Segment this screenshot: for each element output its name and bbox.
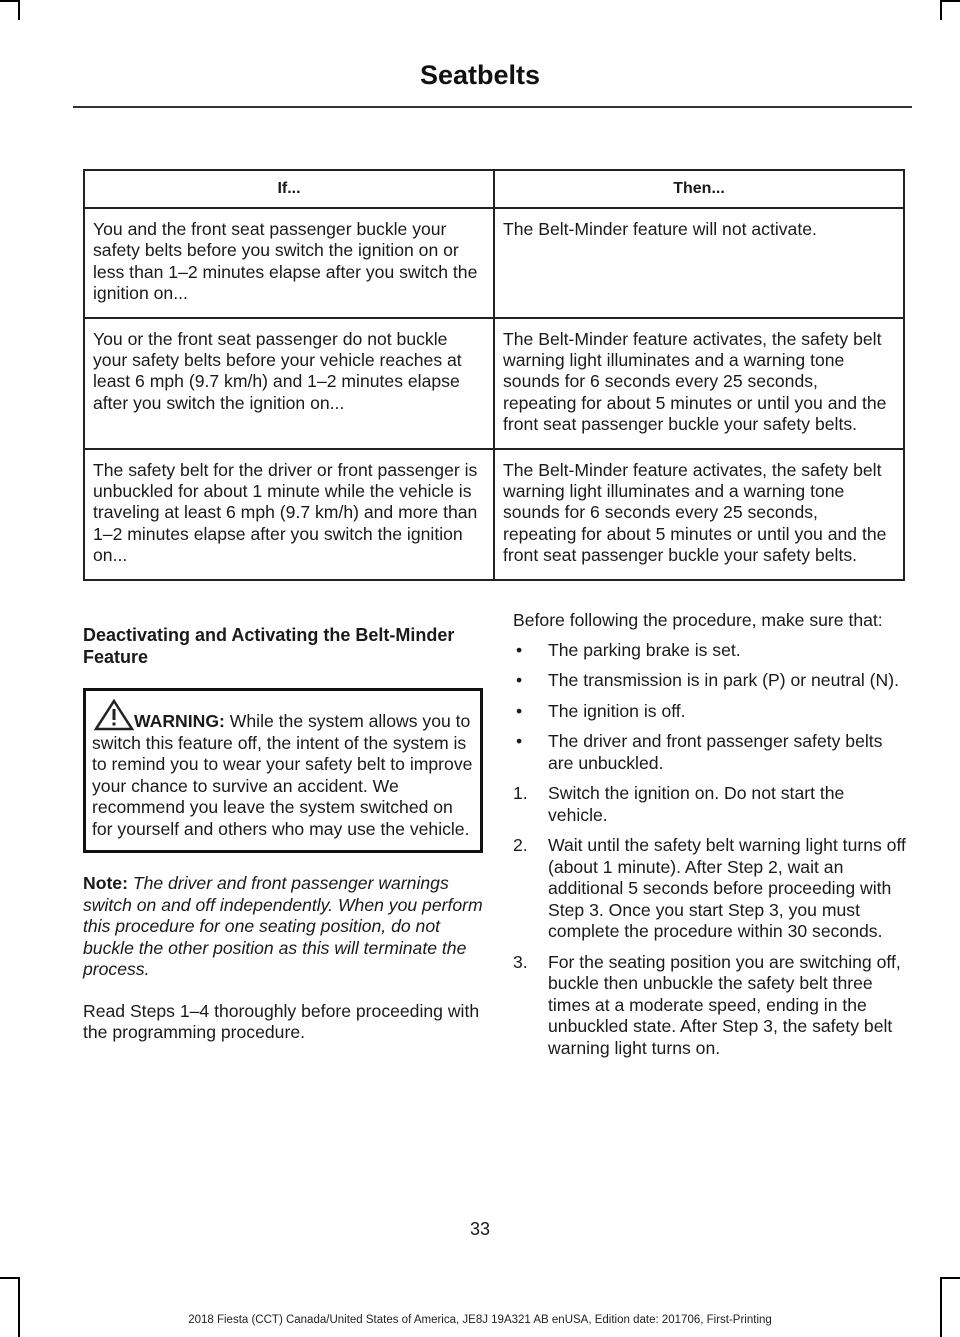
title-divider xyxy=(73,106,912,108)
step-number: 1. xyxy=(513,783,528,803)
warning-text: While the system allows you to switch this feature off, the intent of the system is to remind you to wear your safety belt to improve your chance to survive an accident. We recommend you leave the system switched on for yourself and others who may use the vehicle. xyxy=(92,711,473,839)
step-text: Wait until the safety belt warning light turns off (about 1 minute). After Step 2, wait an additional 5 seconds before proceeding with Step 3. Once you start Step 3, you must complete the procedure within 30 seconds. xyxy=(548,835,906,941)
left-column xyxy=(83,624,483,1044)
table-row xyxy=(84,208,904,318)
page-title: Seatbelts xyxy=(419,60,541,90)
column-header-if: If... xyxy=(84,170,494,208)
table-cell-then: The Belt-Minder feature will not activate. xyxy=(494,208,904,318)
list-item: • The transmission is in park (P) or neutral (N). xyxy=(513,670,908,692)
crop-mark xyxy=(940,1277,942,1337)
table-cell-if: You and the front seat passenger buckle your safety belts before you switch the ignition on or less than 1–2 minutes elapse after you switch the ignition on... xyxy=(84,208,494,318)
crop-mark xyxy=(940,1277,960,1279)
table-row xyxy=(84,318,904,449)
crop-mark xyxy=(940,0,942,20)
procedure-steps xyxy=(513,783,908,1059)
crop-mark xyxy=(0,1277,20,1279)
step-text: For the seating position you are switching off, buckle then unbuckle the safety belt three times at a moderate speed, ending in the unbuckled state. After Step 3, the safety belt warning light turns on. xyxy=(548,951,901,1058)
crop-mark xyxy=(0,0,20,2)
crop-mark xyxy=(940,0,960,2)
condition-table xyxy=(83,169,905,581)
footer-text: 2018 Fiesta (CCT) Canada/United States of America, JE8J 19A321 AB enUSA, Edition date: 201706, First-Printing xyxy=(188,1314,772,1326)
list-item: • The parking brake is set. xyxy=(513,640,908,662)
section-heading: Deactivating and Activating the Belt-Minder Feature xyxy=(83,625,455,667)
table-header-row xyxy=(84,170,904,208)
intro-paragraph: Read Steps 1–4 thoroughly before proceeding with the programming procedure. xyxy=(83,1000,480,1042)
step-number: 3. xyxy=(513,951,528,972)
page-number: 33 xyxy=(469,1219,491,1239)
crop-mark xyxy=(18,1277,20,1337)
prerequisite-list xyxy=(513,640,908,775)
step-item xyxy=(513,835,908,943)
step-item xyxy=(513,952,908,1060)
table-row xyxy=(84,449,904,580)
note-text: The driver and front passenger warnings switch on and off independently. When you perform this procedure for one seating position, do not buckle the other position as this will terminate the process. xyxy=(83,873,483,979)
warning-box xyxy=(83,688,483,853)
step-text: Switch the ignition on. Do not start the vehicle. xyxy=(548,783,845,825)
column-header-then: Then... xyxy=(494,170,904,208)
before-paragraph: Before following the procedure, make sure that: xyxy=(513,610,883,630)
table-cell-then: The Belt-Minder feature activates, the safety belt warning light illuminates and a warning tone sounds for 6 seconds every 25 seconds, repeating for about 5 minutes or until you and the front seat passenger buckle your safety belts. xyxy=(494,449,904,580)
warning-label: WARNING: xyxy=(134,711,225,731)
note-paragraph xyxy=(83,873,483,981)
step-item xyxy=(513,783,908,826)
warning-triangle-icon xyxy=(94,699,134,731)
note-label: Note: xyxy=(83,873,128,893)
table-cell-if: The safety belt for the driver or front passenger is unbuckled for about 1 minute while the vehicle is traveling at least 6 mph (9.7 km/h) and more than 1–2 minutes elapse after you switch the ignition on... xyxy=(84,449,494,580)
table-cell-if: You or the front seat passenger do not buckle your safety belts before your vehicle reaches at least 6 mph (9.7 km/h) and 1–2 minutes elapse after you switch the ignition on... xyxy=(84,318,494,449)
step-number: 2. xyxy=(513,835,528,855)
crop-mark xyxy=(18,0,20,20)
table-cell-then: The Belt-Minder feature activates, the safety belt warning light illuminates and a warning tone sounds for 6 seconds every 25 seconds, repeating for about 5 minutes or until you and the front seat passenger buckle your safety belts. xyxy=(494,318,904,449)
list-item: • The driver and front passenger safety belts are unbuckled. xyxy=(513,731,908,774)
list-item: • The ignition is off. xyxy=(513,701,908,723)
right-column xyxy=(513,610,908,1068)
